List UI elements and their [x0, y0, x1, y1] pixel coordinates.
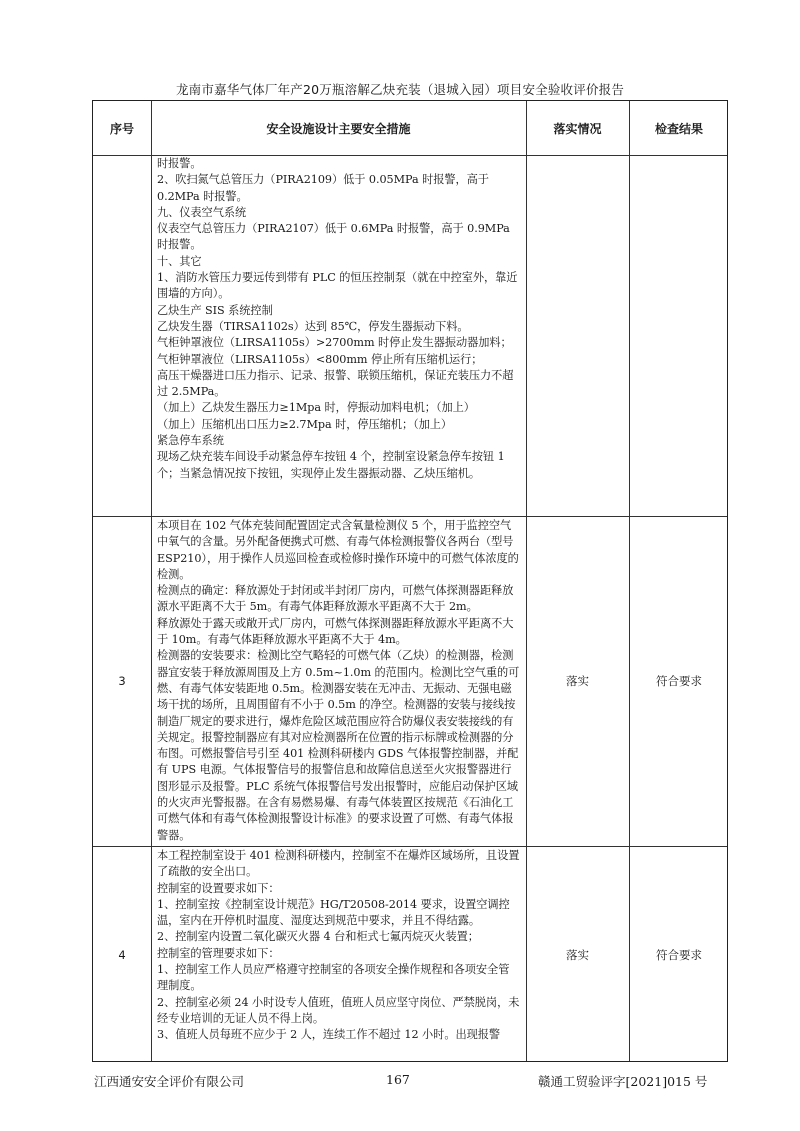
- measure-paragraph: 紧急停车系统: [157, 434, 224, 448]
- measure-paragraph: 九、仪表空气系统: [157, 205, 247, 219]
- row-number: 4: [118, 947, 126, 962]
- measure-paragraph: 检测点的确定：释放源处于封闭或半封闭厂房内，可燃气体探测器距释放源水平距离不大于 5m。有毒气体距释放源水平距离不大于 2m。: [157, 584, 514, 614]
- implementation-status: 落实: [566, 947, 589, 962]
- page-title: 龙南市嘉华气体厂年产20万瓶溶解乙炔充装（退城入园）项目安全验收评价报告: [175, 82, 625, 97]
- measure-paragraph: 高压干燥器进口压力指示、记录、报警、联锁压缩机，保证充装压力不超过 2.5MPa。: [157, 368, 514, 399]
- check-result: 符合要求: [656, 947, 702, 962]
- row-number: 3: [118, 674, 126, 688]
- table-row-3-measures: [151, 518, 526, 844]
- measure-paragraph: 检测器的安装要求：检测比空气略轻的可燃气体（乙炔）的检测器，检测器宜安装于释放源周围及上方 0.5m~1.0m 的范围内。检测比空气重的可燃、有毒气体安装距地 0.5m。检测器安装在无冲击、无振动、无强电磁场干扰的场所，且周围留有不小于 0.5m 的净空。检测器的安装与接线按制造厂规定的要求进行，爆炸危险区域范围应符合防爆仪表安装接线的有关规定。报警控制器应有其对应检测器所在位置的指示标牌或检测器的分布图。可燃报警信号引至 401 检测科研楼内 GDS 气体报警控制器，并配有 UPS 电源。气体报警信号的报警信息和故障信息送至火灾报警器进行图形显示及报警。PLC 系统气体报警信号发出报警时，应能启动保护区域的火灾声光警报器。在含有易燃易爆、有毒气体装置区按规范《石油化工可燃气体和有毒气体检测报警设计标准》的要求设置了可燃、有毒气体报警器。: [157, 649, 520, 842]
- measure-paragraph: 1、控制室工作人员应严格遵守控制室的各项安全操作规程和各项安全管理制度。: [157, 963, 510, 993]
- measure-paragraph: 现场乙炔充装车间设手动紧急停车按钮 4 个，控制室设紧急停车按钮 1 个；当紧急情况按下按钮，实现停止发生器振动器、乙炔压缩机。: [157, 450, 505, 480]
- measure-paragraph: 释放源处于露天或敞开式厂房内，可燃气体探测器距释放源水平距离不大于 10m。有毒气体距释放源水平距离不大于 4m。: [157, 616, 514, 647]
- measure-paragraph: 1、控制室按《控制室设计规范》HG/T20508-2014 要求，设置空调控温，室内在开停机时温度、湿度达到规范中要求，并且不得结露。: [157, 897, 510, 928]
- header-implementation: 落实情况: [553, 121, 602, 136]
- measure-paragraph: 十、其它: [157, 254, 202, 268]
- measure-paragraph: 1、消防水管压力要远传到带有 PLC 的恒压控制泵（就在中控室外，靠近围墙的方向）。: [157, 271, 518, 301]
- measure-paragraph: 控制室的管理要求如下：: [157, 946, 280, 960]
- measure-paragraph: 2、控制室内设置二氧化碳灭火器 4 台和柜式七氟丙烷灭火装置；: [157, 930, 479, 944]
- measure-paragraph: 乙炔发生器（TIRSA1102s）达到 85℃，停发生器振动下料。: [157, 319, 469, 333]
- footer-company: 江西通安安全评价有限公司: [94, 1074, 245, 1089]
- measure-paragraph: （加上）压缩机出口压力≥2.7Mpa 时，停压缩机；（加上）: [157, 417, 453, 431]
- measure-paragraph: 气柜钟罩液位（LIRSA1105s）>2700mm 时停止发生器振动器加料；气柜钟罩液位（LIRSA1105s）<800mm 停止所有压缩机运行；: [157, 336, 512, 366]
- check-result: 符合要求: [656, 674, 702, 688]
- page-number: 167: [386, 1072, 410, 1087]
- measure-paragraph: 2、控制室必须 24 小时设专人值班，值班人员应坚守岗位、严禁脱岗，未经专业培训的无证人员不得上岗。: [157, 995, 520, 1025]
- measure-paragraph: 控制室的设置要求如下：: [157, 881, 280, 895]
- measure-paragraph: 本项目在 102 气体充装间配置固定式含氧量检测仪 5 个，用于监控空气中氧气的含量。另外配备便携式可燃、有毒气体检测报警仪各两台（型号 ESP210），用于操作人员巡回检查或检修时操作环境中的可燃气体浓度的检测。: [157, 519, 519, 581]
- header-no: 序号: [109, 121, 134, 136]
- header-result: 检查结果: [654, 121, 703, 136]
- measure-paragraph: 3、值班人员每班不应少于 2 人，连续工作不超过 12 小时。出现报警: [157, 1028, 501, 1042]
- footer-doc-code: 赣通工贸验评字[2021]015 号: [538, 1074, 708, 1089]
- table-row-4-measures: [151, 848, 526, 1044]
- implementation-status: 落实: [566, 674, 589, 688]
- measure-paragraph: 时报警。 2、吹扫氮气总管压力（PIRA2109）低于 0.05MPa 时报警，高于 0.2MPa 时报警。: [157, 157, 489, 203]
- table-row-continued-measures: [151, 156, 526, 482]
- measure-paragraph: （加上）乙炔发生器压力≥1Mpa 时，停振动加料电机；（加上）: [157, 401, 475, 415]
- measure-paragraph: 乙炔生产 SIS 系统控制: [157, 303, 273, 317]
- measure-paragraph: 仪表空气总管压力（PIRA2107）低于 0.6MPa 时报警，高于 0.9MPa 时报警。: [157, 222, 510, 252]
- measure-paragraph: 本工程控制室设于 401 检测科研楼内，控制室不在爆炸区域场所，且设置了疏散的安全出口。: [157, 849, 520, 879]
- safety-measures-table: [92, 100, 728, 1062]
- header-measures: 安全设施设计主要安全措施: [266, 121, 411, 136]
